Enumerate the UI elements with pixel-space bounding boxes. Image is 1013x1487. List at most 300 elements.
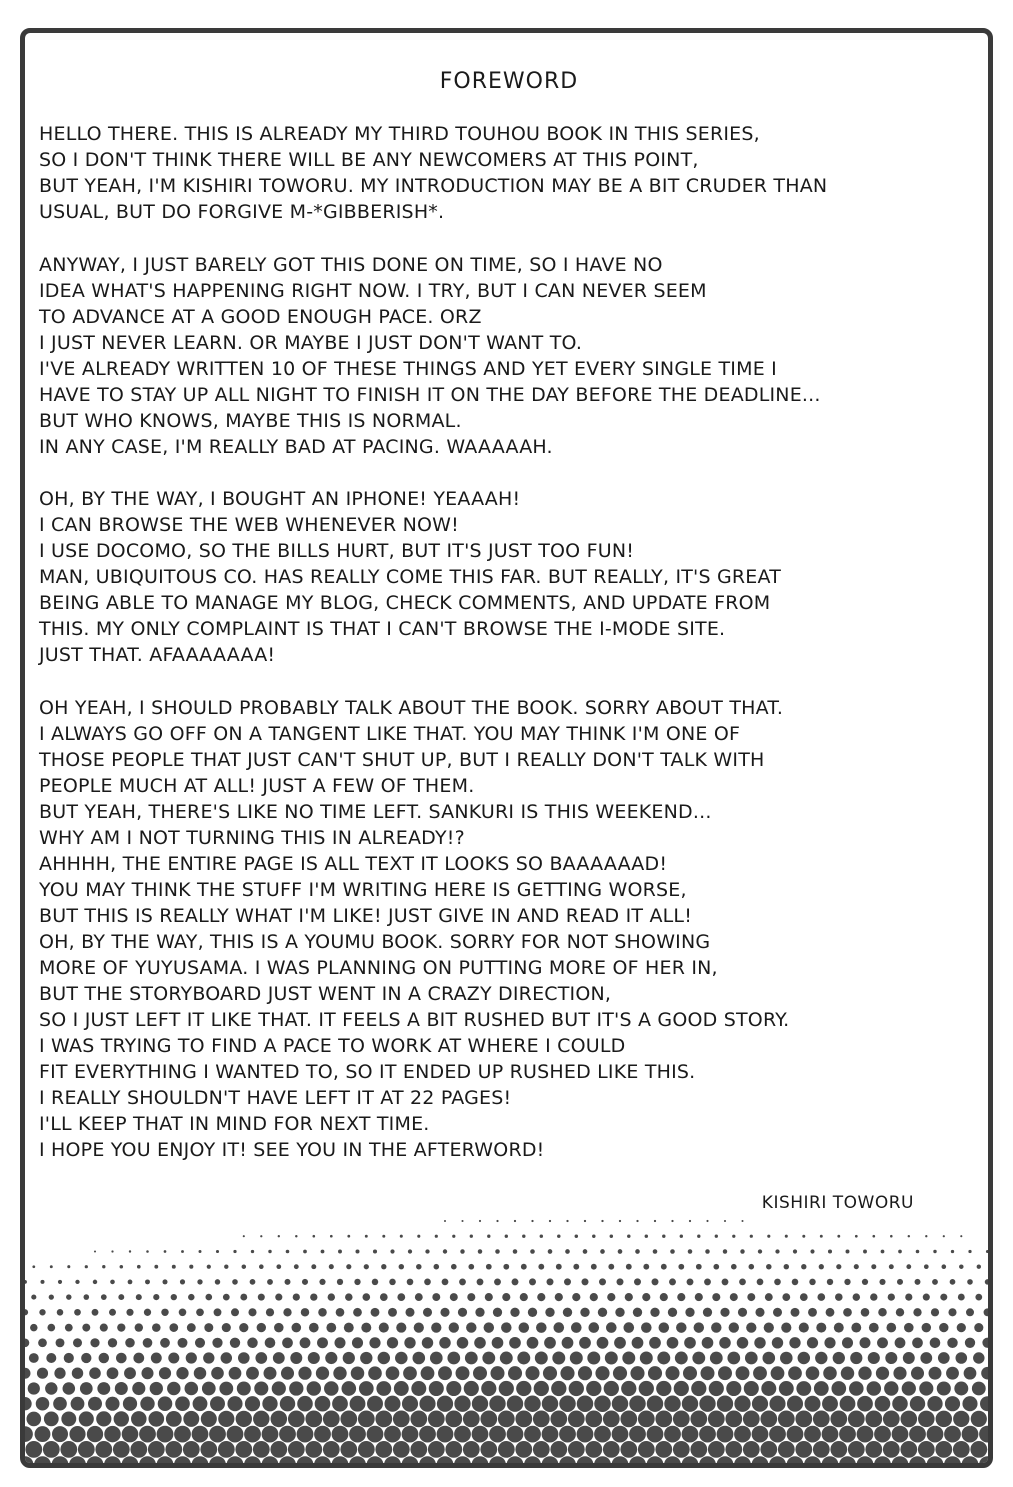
text-line: HAVE TO STAY UP ALL NIGHT TO FINISH IT ON THE DAY BEFORE THE DEADLINE...: [39, 383, 821, 406]
halftone-dot: [419, 1456, 436, 1468]
halftone-dot: [729, 1322, 739, 1332]
halftone-dot: [869, 1323, 879, 1333]
halftone-dot: [468, 1264, 474, 1270]
halftone-dot: [699, 1456, 716, 1468]
halftone-dot: [34, 1456, 51, 1468]
halftone-dot: [264, 1367, 277, 1380]
halftone-dot: [137, 1265, 141, 1269]
halftone-dot: [979, 1456, 988, 1468]
halftone-dot: [740, 1249, 744, 1253]
halftone-dot: [84, 1294, 90, 1300]
halftone-dot: [502, 1293, 510, 1301]
halftone-dot: [831, 1381, 846, 1396]
halftone-dot: [181, 1250, 184, 1253]
halftone-dot: [908, 1235, 910, 1237]
halftone-dot: [945, 1396, 960, 1411]
halftone-dot: [661, 1264, 667, 1270]
halftone-dot: [222, 1323, 231, 1332]
halftone-dot: [951, 1250, 954, 1253]
halftone-dot: [720, 1308, 729, 1317]
halftone-dot: [314, 1426, 331, 1443]
halftone-dot: [388, 1308, 397, 1317]
halftone-dot: [446, 1381, 461, 1396]
text-line: I CAN BROWSE THE WEB WHENEVER NOW!: [39, 514, 459, 536]
halftone-dot: [755, 1308, 764, 1317]
halftone-dot: [834, 1323, 844, 1333]
halftone-dot: [167, 1382, 180, 1395]
halftone-dot: [290, 1352, 302, 1364]
text-line: THIS. MY ONLY COMPLAINT IS THAT I CAN'T BROWSE THE I-MODE SITE.: [39, 618, 726, 640]
halftone-dot: [267, 1279, 273, 1285]
halftone-dot: [725, 1441, 742, 1458]
text-line: OH, BY THE WAY, I BOUGHT AN IPHONE! YEAAAH!: [39, 488, 521, 510]
halftone-dot: [332, 1426, 349, 1443]
halftone-dot: [956, 1352, 968, 1364]
halftone-dot: [583, 1249, 588, 1254]
halftone-dot: [550, 1441, 567, 1458]
halftone-dot: [69, 1456, 86, 1468]
halftone-dot: [212, 1338, 222, 1348]
halftone-dot: [259, 1264, 264, 1269]
halftone-dot: [968, 1250, 971, 1253]
halftone-dot: [88, 1397, 102, 1411]
halftone-dot: [393, 1441, 410, 1458]
text-line: I ALWAYS GO OFF ON A TANGENT LIKE THAT. YOU MAY THINK I'M ONE OF: [39, 722, 741, 745]
halftone-dot: [253, 1411, 269, 1427]
halftone-dot: [145, 1279, 150, 1284]
halftone-dot: [650, 1308, 659, 1317]
halftone-dot: [371, 1308, 380, 1317]
halftone-dot: [551, 1381, 566, 1396]
halftone-dot: [395, 1352, 408, 1365]
halftone-dot: [659, 1322, 670, 1333]
halftone-dot: [589, 1322, 600, 1333]
halftone-dot: [350, 1396, 366, 1412]
halftone-dot: [640, 1352, 653, 1365]
halftone-dot: [796, 1381, 811, 1396]
halftone-dot: [798, 1352, 810, 1364]
halftone-dot: [313, 1235, 316, 1238]
halftone-dot: [734, 1456, 751, 1468]
halftone-dot: [638, 1441, 655, 1458]
halftone-dot: [573, 1264, 579, 1270]
halftone-dot: [66, 1294, 71, 1299]
halftone-dot: [52, 1456, 69, 1468]
text-line: JUST THAT. AFAAAAAAA!: [39, 644, 276, 666]
halftone-dot: [632, 1337, 644, 1349]
halftone-dot: [943, 1235, 945, 1237]
halftone-dot: [695, 1293, 703, 1301]
halftone-dot: [590, 1293, 598, 1301]
halftone-dot: [340, 1411, 357, 1428]
halftone-dot: [114, 1411, 129, 1426]
halftone-dot: [827, 1279, 833, 1285]
halftone-dot: [141, 1367, 153, 1379]
halftone-dot: [428, 1411, 445, 1428]
halftone-dot: [424, 1279, 431, 1286]
halftone-dot: [318, 1308, 327, 1317]
halftone-dot: [909, 1426, 926, 1443]
halftone-dot: [799, 1323, 809, 1333]
halftone-dot: [784, 1264, 789, 1269]
halftone-dot: [215, 1279, 220, 1284]
halftone-dot: [507, 1426, 524, 1443]
halftone-dot: [544, 1337, 556, 1349]
halftone-dot: [154, 1265, 158, 1269]
halftone-dot: [451, 1264, 457, 1270]
halftone-dot: [557, 1234, 560, 1237]
halftone-dot: [67, 1265, 70, 1268]
halftone-dot: [333, 1367, 346, 1380]
halftone-dot: [805, 1396, 821, 1412]
halftone-dot: [898, 1250, 902, 1254]
halftone-dot: [489, 1395, 505, 1411]
halftone-dot: [665, 1366, 679, 1380]
halftone-dot: [490, 1366, 504, 1380]
halftone-dot: [40, 1280, 44, 1284]
halftone-dot: [495, 1249, 500, 1254]
halftone-dot: [538, 1264, 544, 1270]
halftone-dot: [608, 1264, 614, 1270]
text-line: USUAL, BUT DO FORGIVE M-*GIBBERISH*.: [39, 201, 445, 223]
halftone-dot: [769, 1396, 785, 1412]
halftone-dot: [157, 1426, 174, 1443]
halftone-dot: [792, 1279, 799, 1286]
halftone-dot: [568, 1411, 585, 1428]
halftone-dot: [690, 1411, 707, 1428]
text-line: BUT THE STORYBOARD JUST WENT IN A CRAZY DIRECTION,: [39, 982, 612, 1005]
halftone-dot: [160, 1338, 170, 1348]
halftone-dot: [410, 1441, 427, 1458]
halftone-dot: [642, 1293, 650, 1301]
text-line: MORE OF YUYUSAMA. I WAS PLANNING ON PUTTING MORE OF HER IN,: [39, 956, 718, 979]
halftone-dot: [510, 1308, 519, 1317]
halftone-dot: [892, 1426, 909, 1443]
halftone-dot: [381, 1264, 386, 1269]
paragraph-book: [39, 695, 979, 1163]
halftone-dot: [598, 1308, 607, 1317]
halftone-dot: [358, 1411, 375, 1428]
halftone-dot: [288, 1411, 305, 1428]
halftone-dot: [809, 1279, 816, 1286]
halftone-dot: [211, 1367, 224, 1380]
halftone-dot: [927, 1426, 944, 1443]
halftone-dot: [683, 1366, 697, 1380]
halftone-dot: [325, 1352, 337, 1364]
halftone-dot: [624, 1322, 635, 1333]
text-line: PEOPLE MUCH AT ALL! JUST A FEW OF THEM.: [39, 774, 475, 797]
halftone-dot: [61, 1411, 76, 1426]
halftone-dot: [364, 1264, 369, 1269]
halftone-dot: [116, 1353, 127, 1364]
halftone-dot: [69, 1426, 85, 1442]
halftone-dot: [788, 1366, 802, 1380]
halftone-dot: [405, 1308, 414, 1317]
halftone-dot: [193, 1396, 208, 1411]
halftone-dot: [131, 1411, 147, 1427]
halftone-dot: [962, 1426, 979, 1443]
text-line: OH, BY THE WAY, THIS IS A YOUMU BOOK. SORRY FOR NOT SHOWING: [39, 930, 711, 953]
halftone-dot: [807, 1337, 818, 1348]
halftone-dot: [862, 1279, 868, 1285]
halftone-dot: [629, 1426, 646, 1443]
halftone-dot: [739, 1279, 746, 1286]
halftone-dot: [194, 1367, 206, 1379]
halftone-dot: [153, 1294, 159, 1300]
halftone-dot: [612, 1395, 629, 1412]
halftone-dot: [897, 1279, 903, 1285]
halftone-dot: [411, 1381, 426, 1396]
halftone-dot: [643, 1264, 649, 1270]
halftone-dot: [467, 1293, 475, 1301]
halftone-dot: [853, 1293, 860, 1300]
halftone-dot: [791, 1308, 800, 1317]
text-line: I'LL KEEP THAT IN MIND FOR NEXT TIME.: [39, 1112, 430, 1135]
halftone-dot: [626, 1264, 632, 1270]
text-line: FIT EVERYTHING I WANTED TO, SO IT ENDED UP RUSHED LIKE THIS.: [39, 1060, 696, 1083]
halftone-dot: [178, 1338, 188, 1348]
halftone-dot: [732, 1235, 735, 1238]
halftone-dot: [559, 1456, 576, 1468]
halftone-dot: [445, 1441, 462, 1458]
halftone-dot: [833, 1352, 845, 1364]
halftone-dot: [725, 1411, 742, 1428]
halftone-dot: [472, 1396, 488, 1412]
halftone-dot: [353, 1308, 362, 1317]
halftone-dot: [508, 1366, 522, 1380]
halftone-dot: [218, 1411, 234, 1427]
halftone-dot: [432, 1293, 440, 1301]
halftone-dot: [297, 1426, 314, 1443]
halftone-dot: [373, 1249, 377, 1253]
text-line: THOSE PEOPLE THAT JUST CAN'T SHUT UP, BUT I REALLY DON'T TALK WITH: [39, 748, 765, 771]
halftone-dot: [416, 1264, 421, 1269]
halftone-dot: [846, 1250, 850, 1254]
halftone-dot: [861, 1308, 870, 1317]
halftone-dot: [781, 1323, 791, 1333]
halftone-dot: [931, 1308, 939, 1316]
halftone-dot: [888, 1293, 895, 1300]
halftone-dot: [421, 1366, 435, 1380]
halftone-dot: [413, 1352, 426, 1365]
halftone-dot: [723, 1249, 727, 1253]
halftone-dot: [636, 1220, 638, 1222]
halftone-dot: [744, 1381, 759, 1396]
halftone-dot: [465, 1352, 478, 1365]
halftone-dot: [979, 1426, 988, 1443]
halftone-dot: [126, 1309, 133, 1316]
halftone-dot: [464, 1381, 479, 1396]
halftone-dot: [25, 1368, 30, 1379]
halftone-dot: [31, 1295, 36, 1300]
halftone-dot: [634, 1278, 641, 1285]
halftone-dot: [199, 1250, 202, 1253]
halftone-dot: [56, 1338, 65, 1347]
halftone-dot: [760, 1441, 777, 1458]
halftone-dot: [125, 1338, 135, 1348]
halftone-dot: [822, 1456, 839, 1468]
halftone-dot: [172, 1265, 176, 1269]
paragraph-deadline: [39, 252, 979, 460]
halftone-dot: [403, 1366, 417, 1380]
halftone-dot: [28, 1382, 40, 1394]
halftone-dot: [676, 1322, 687, 1333]
halftone-dot: [329, 1264, 334, 1269]
halftone-dot: [823, 1366, 837, 1380]
halftone-dot: [584, 1220, 586, 1222]
halftone-dot: [75, 1280, 79, 1284]
halftone-dot: [920, 1352, 932, 1364]
halftone-dot: [559, 1426, 576, 1443]
halftone-dot: [324, 1381, 339, 1396]
halftone-dot: [984, 1308, 988, 1316]
halftone-dot: [843, 1308, 852, 1317]
halftone-dot: [110, 1280, 115, 1285]
halftone-dot: [200, 1441, 217, 1458]
halftone-dot: [454, 1426, 471, 1443]
halftone-dot: [158, 1396, 173, 1411]
halftone-dot: [286, 1250, 290, 1254]
halftone-dot: [203, 1352, 214, 1363]
text-line: I WAS TRYING TO FIND A PACE TO WORK AT WHERE I COULD: [39, 1034, 626, 1057]
halftone-dot: [507, 1395, 523, 1411]
paragraph-iphone: [39, 486, 979, 668]
halftone-dot: [972, 1382, 986, 1396]
halftone-dot: [699, 1426, 716, 1443]
halftone-dot: [429, 1381, 444, 1396]
halftone-dot: [171, 1294, 177, 1300]
halftone-dot: [183, 1411, 199, 1427]
halftone-dot: [563, 1308, 572, 1317]
halftone-dot: [183, 1441, 200, 1458]
halftone-dot: [117, 1323, 125, 1331]
halftone-dot: [209, 1426, 226, 1443]
halftone-dot: [60, 1441, 77, 1458]
halftone-dot: [367, 1396, 383, 1412]
halftone-dot: [52, 1426, 68, 1442]
halftone-dot: [555, 1293, 563, 1301]
halftone-dot: [647, 1395, 663, 1411]
halftone-dot: [45, 1382, 57, 1394]
halftone-dot: [399, 1264, 404, 1269]
halftone-dot: [35, 1426, 51, 1442]
halftone-dot: [309, 1323, 319, 1333]
halftone-dot: [58, 1280, 62, 1284]
halftone-dot: [575, 1234, 578, 1237]
halftone-dot: [152, 1323, 161, 1332]
halftone-dot: [166, 1411, 182, 1427]
halftone-dot: [235, 1441, 252, 1458]
halftone-dot: [505, 1235, 508, 1238]
halftone-dot: [769, 1456, 786, 1468]
halftone-dot: [940, 1294, 947, 1301]
halftone-dot: [480, 1411, 497, 1428]
text-line: I REALLY SHOULDN'T HAVE LEFT IT AT 22 PAGES!: [39, 1086, 512, 1109]
halftone-dot: [463, 1441, 480, 1458]
halftone-dot: [107, 1367, 119, 1379]
halftone-dot: [860, 1337, 871, 1348]
halftone-dot: [336, 1308, 345, 1317]
halftone-dot: [913, 1308, 921, 1316]
halftone-dot: [965, 1338, 975, 1348]
halftone-dot: [187, 1323, 196, 1332]
halftone-dot: [36, 1397, 50, 1411]
halftone-dot: [569, 1381, 584, 1396]
halftone-dot: [227, 1396, 242, 1411]
halftone-dot: [564, 1278, 571, 1285]
halftone-dot: [810, 1249, 814, 1253]
text-line: ANYWAY, I JUST BARELY GOT THIS DONE ON TIME, SO I HAVE NO: [39, 253, 663, 276]
halftone-dot: [289, 1381, 303, 1395]
halftone-dot: [774, 1279, 781, 1286]
halftone-dot: [849, 1381, 864, 1396]
halftone-dot: [271, 1411, 288, 1428]
halftone-dot: [936, 1411, 952, 1427]
halftone-dot: [709, 1381, 724, 1396]
halftone-dot: [179, 1309, 187, 1317]
text-line: I HOPE YOU ENJOY IT! SEE YOU IN THE AFTERWORD!: [39, 1138, 545, 1161]
halftone-dot: [358, 1441, 375, 1458]
halftone-dot: [655, 1411, 672, 1428]
halftone-dot: [916, 1250, 920, 1254]
halftone-dot: [814, 1381, 829, 1396]
halftone-dot: [332, 1456, 349, 1468]
halftone-dot: [486, 1264, 492, 1270]
halftone-dot: [971, 1411, 987, 1427]
halftone-dot: [349, 1426, 366, 1443]
halftone-dot: [587, 1352, 600, 1365]
halftone-dot: [694, 1322, 704, 1332]
halftone-dot: [330, 1235, 333, 1238]
halftone-dot: [30, 1324, 38, 1332]
halftone-dot: [737, 1337, 749, 1349]
halftone-dot: [633, 1308, 642, 1317]
halftone-dot: [761, 1381, 776, 1396]
halftone-dot: [889, 1264, 894, 1269]
halftone-dot: [379, 1323, 389, 1333]
halftone-dot: [512, 1278, 519, 1285]
halftone-dot: [159, 1367, 171, 1379]
halftone-dot: [653, 1249, 658, 1254]
text-line: YOU MAY THINK THE STUFF I'M WRITING HERE IS GETTING WORSE,: [39, 878, 687, 901]
halftone-dot: [542, 1395, 559, 1412]
halftone-dot: [151, 1353, 162, 1364]
halftone-dot: [248, 1308, 256, 1316]
halftone-dot: [757, 1279, 764, 1286]
halftone-dot: [773, 1308, 782, 1317]
halftone-dot: [32, 1265, 35, 1268]
halftone-dot: [362, 1293, 370, 1301]
halftone-dot: [727, 1352, 740, 1365]
halftone-dot: [481, 1381, 496, 1396]
halftone-dot: [614, 1337, 626, 1349]
text-line: I'VE ALREADY WRITTEN 10 OF THESE THINGS AND YET EVERY SINGLE TIME I: [39, 357, 777, 380]
halftone-dot: [124, 1367, 136, 1379]
halftone-dot: [238, 1352, 250, 1364]
halftone-dot: [361, 1323, 371, 1333]
halftone-dot: [752, 1396, 768, 1412]
halftone-dot: [440, 1308, 449, 1317]
halftone-dot: [174, 1456, 191, 1468]
halftone-dot: [414, 1322, 424, 1332]
halftone-dot: [340, 1441, 357, 1458]
halftone-dot: [953, 1441, 970, 1458]
halftone-dot: [197, 1279, 202, 1284]
halftone-dot: [660, 1293, 668, 1301]
halftone-dot: [571, 1322, 582, 1333]
halftone-dot: [341, 1381, 356, 1396]
halftone-dot: [835, 1293, 843, 1301]
